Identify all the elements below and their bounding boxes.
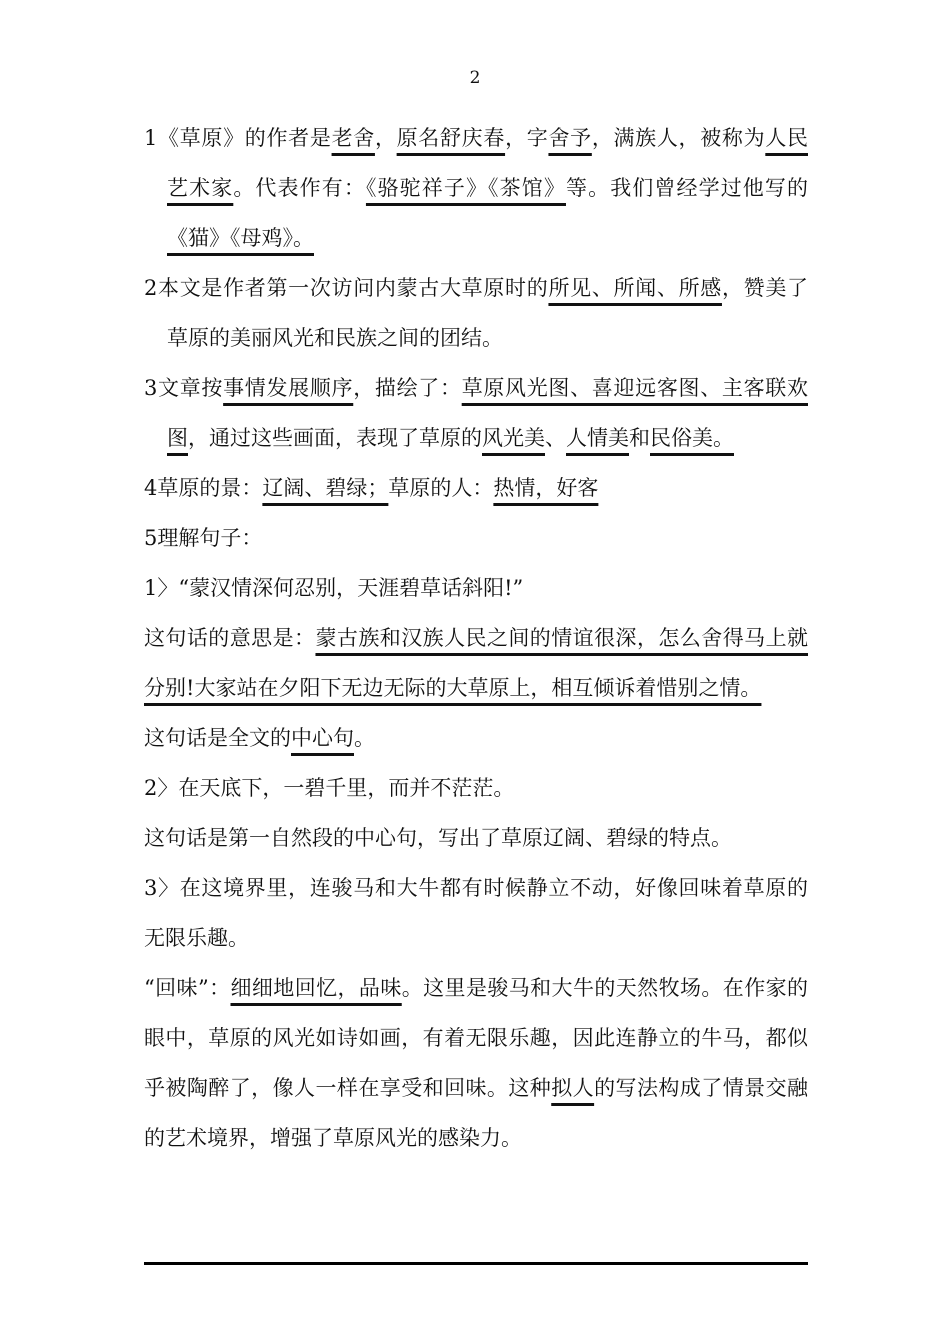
answer-text: 蒙古族和汉族人民之间的情谊很深，怎么舍得马上就分别!大家站在夕阳下无边无际的大草原上，相互倾诉着惜别之情。 [144,626,809,700]
document-body [144,113,808,1163]
answer-text: 拟人 [551,1076,595,1100]
body-text: 、 [545,426,566,450]
analysis-paragraph-5 [144,813,808,863]
answer-text: 原名舒庆春 [396,126,506,150]
body-text: 1〉“蒙汉情深何忍别，天涯碧草话斜阳!” [144,576,524,600]
answer-text: 辽阔、碧绿； [262,476,389,500]
analysis-paragraph-2 [144,613,808,713]
body-text: 。代表作有： [233,176,366,200]
answer-text: 热情，好客 [493,476,599,500]
answer-text: 《骆驼祥子》《茶馆》 [365,176,566,200]
body-text: 1《草原》的作者是 [144,126,332,150]
analysis-paragraph-3 [144,713,808,763]
answer-text: 老舍 [331,126,375,150]
body-text: ， [374,126,397,150]
body-text: 4草原的景： [144,476,263,500]
page-number: 2 [469,68,481,88]
body-text: 3文章按 [144,376,224,400]
body-text: 的写法构成了情景交融的艺术境界，增强了草原风光的感染力。 [144,1076,809,1150]
analysis-paragraph-4 [144,763,808,813]
body-text: ，字 [505,126,549,150]
answer-text: 《猫》《母鸡》。 [167,226,314,250]
answer-text: 民俗美。 [650,426,734,450]
body-text: 2本文是作者第一次访问内蒙古大草原时的 [144,276,549,300]
body-text: ，赞美了草原的美丽风光和民族之间的团结。 [167,276,809,350]
body-text: 这句话的意思是： [144,626,316,650]
numbered-item-2 [144,263,808,363]
numbered-item-5 [144,513,808,563]
body-text: “回味”： [144,976,231,1000]
body-text: ，满族人，被称为 [591,126,766,150]
body-text: 草原的人： [388,476,494,500]
summary-list [144,113,808,563]
numbered-item-1 [144,113,808,263]
answer-text: 事情发展顺序 [223,376,354,400]
body-text: 和 [629,426,650,450]
body-text: 3〉在这境界里，连骏马和大牛都有时候静立不动，好像回味着草原的无限乐趣。 [144,876,808,950]
numbered-item-4 [144,463,808,513]
numbered-item-3 [144,363,808,463]
body-text: ，描绘了： [353,376,462,400]
body-text: 。这里是骏马和大牛的天然牧场。在作家的眼中，草原的风光如诗如画，有着无限乐趣，因此连静立的牛马，都似乎被陶醉了，像人一样在享受和回味。这种 [144,976,808,1100]
body-text: ，通过这些画面，表现了草原的 [188,426,482,450]
body-text: 2〉在天底下，一碧千里，而并不茫茫。 [144,776,515,800]
answer-text: 所见、所闻、所感 [548,276,722,300]
answer-text: 人民艺术家 [167,126,808,200]
bottom-rule [144,1262,808,1265]
sentence-analysis [144,563,808,1163]
body-text: 这句话是第一自然段的中心句，写出了草原辽阔、碧绿的特点。 [144,826,732,850]
answer-text: 中心句 [291,726,354,750]
analysis-paragraph-7 [144,963,808,1163]
analysis-paragraph-6 [144,863,808,963]
answer-text: 风光美 [482,426,545,450]
answer-text: 草原风光图、喜迎远客图、主客联欢图 [167,376,808,450]
body-text: 5理解句子： [144,526,263,550]
analysis-paragraph-1 [144,563,808,613]
answer-text: 人情美 [566,426,629,450]
answer-text: 细细地回忆，品味 [230,976,402,1000]
answer-text: 舍予 [548,126,592,150]
body-text: 等。我们曾经学过他写的 [565,176,809,200]
body-text: 这句话是全文的 [144,726,291,750]
body-text: 。 [354,726,375,750]
